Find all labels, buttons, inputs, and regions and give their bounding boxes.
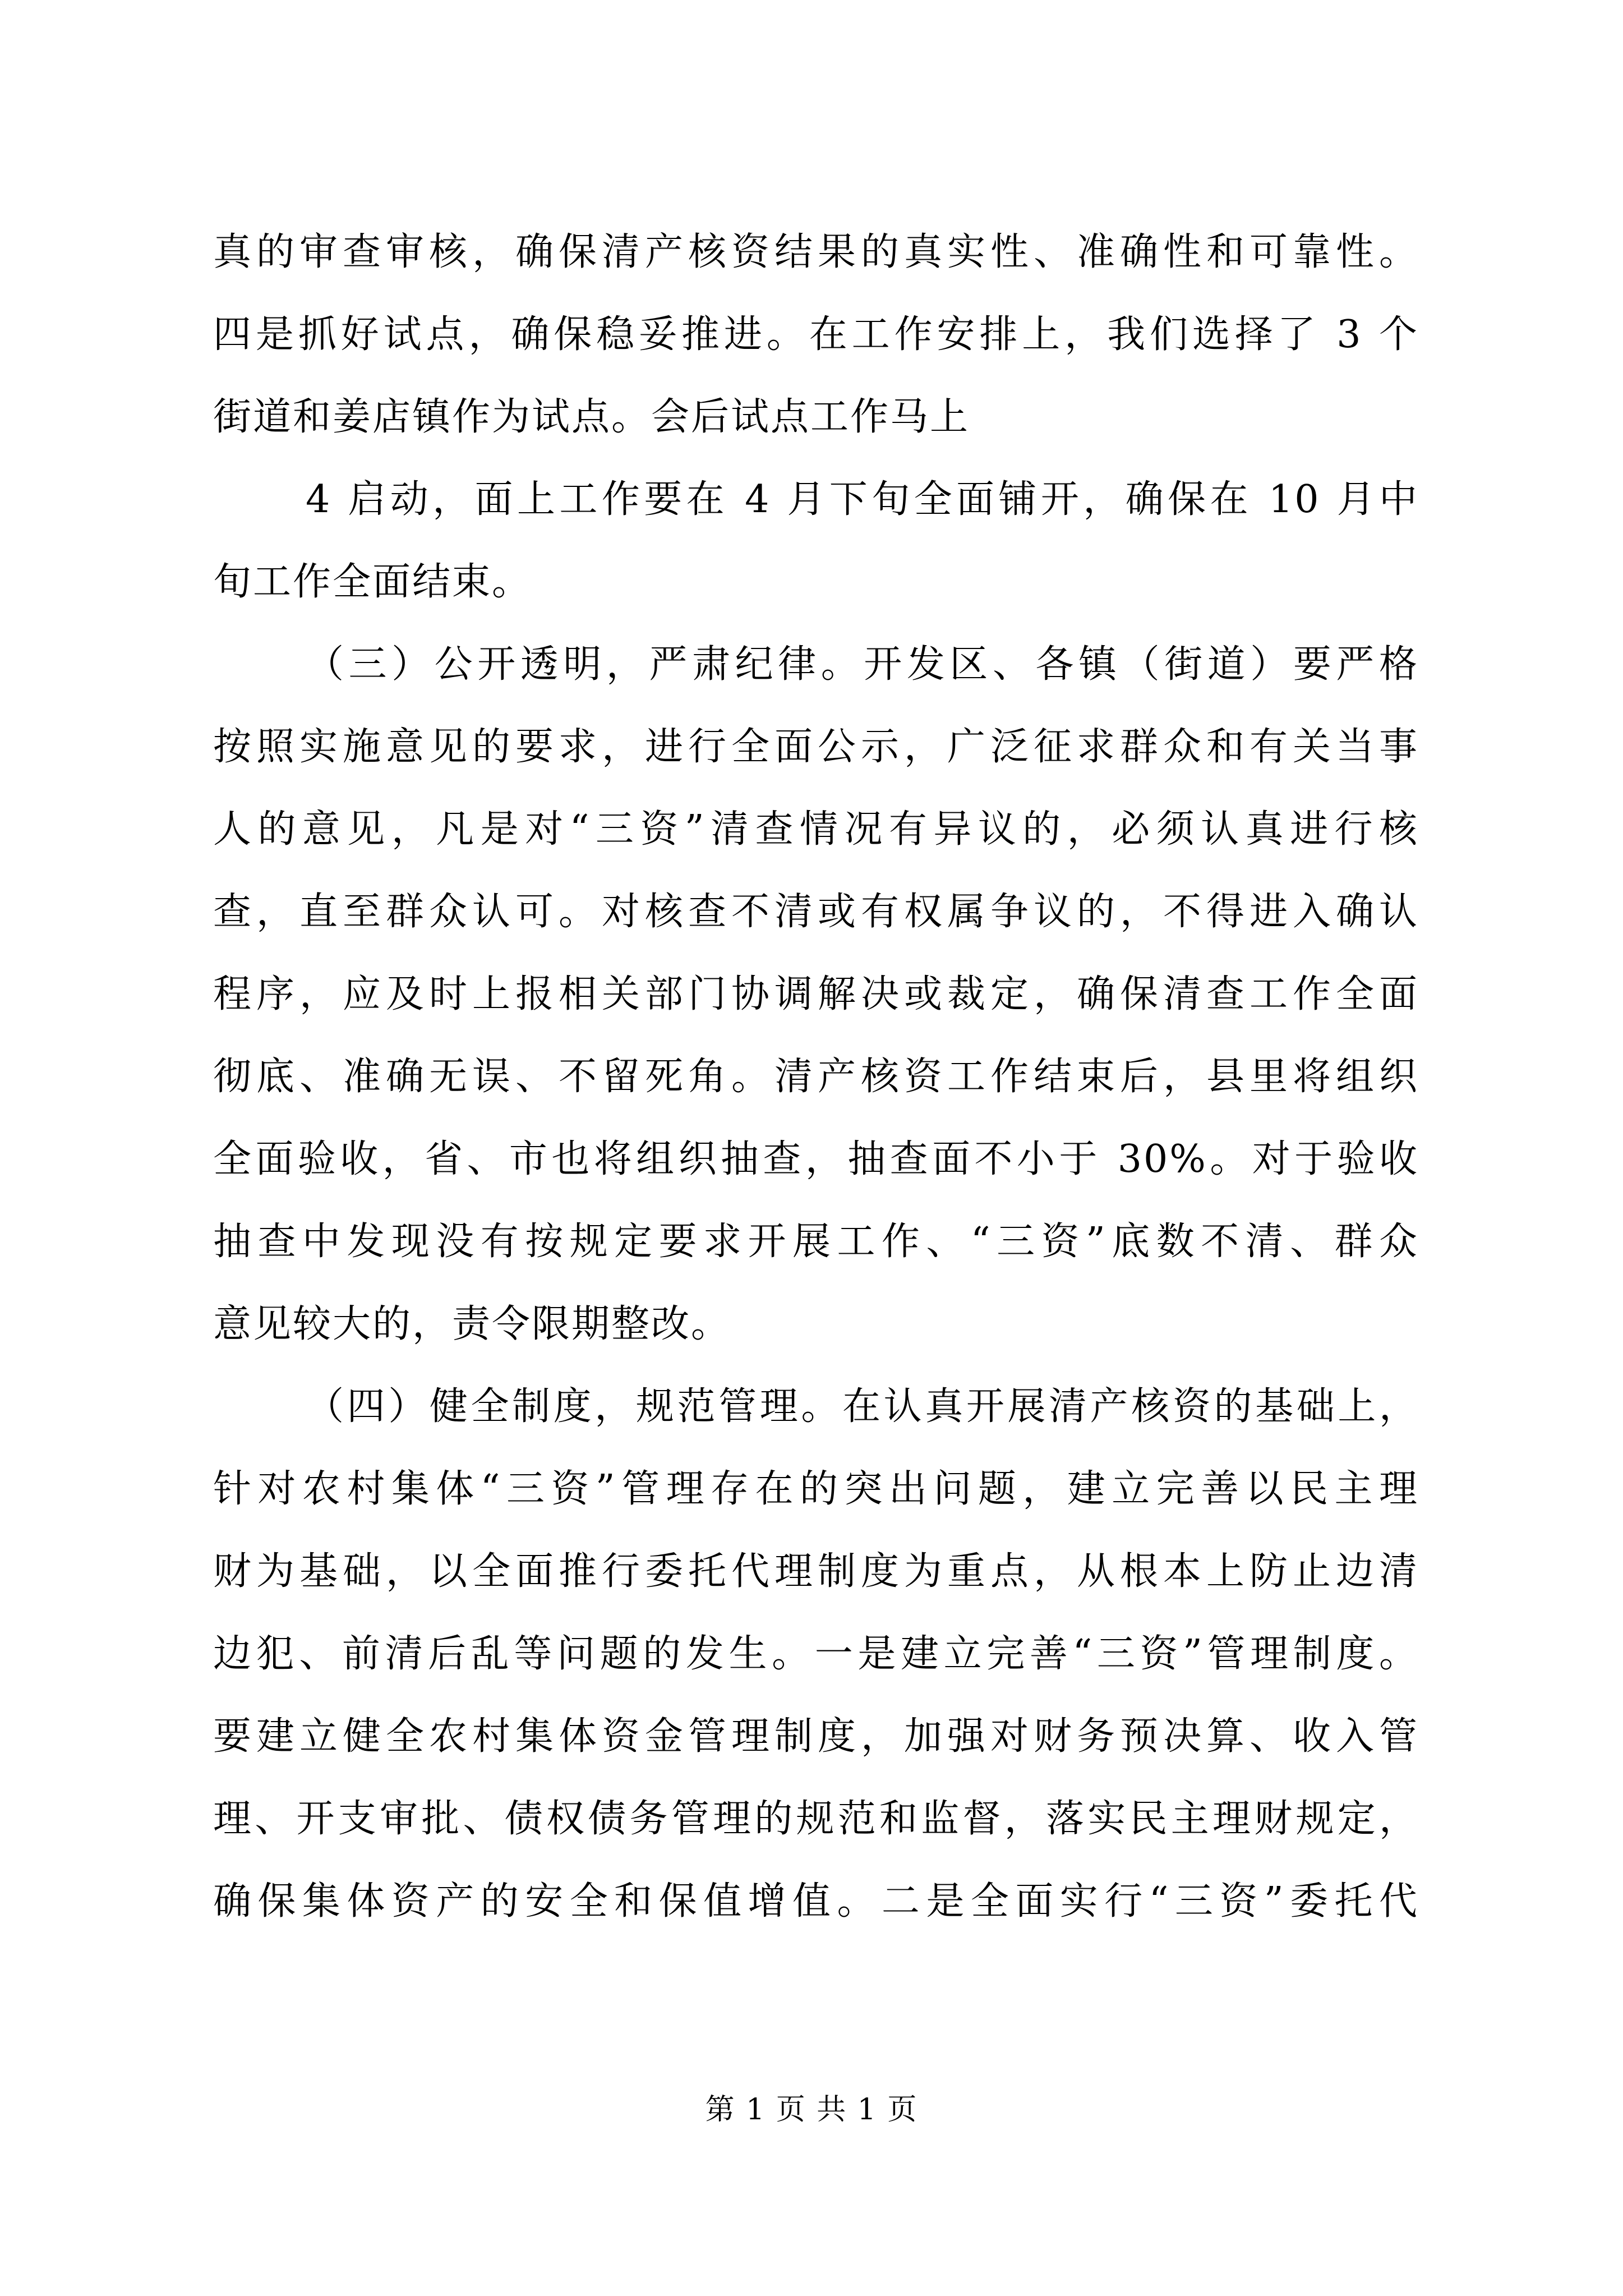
body-line: 街道和姜店镇作为试点。会后试点工作马上	[213, 395, 970, 439]
body-line: 4 启动，面上工作要在 4 月下旬全面铺开，确保在 10 月中	[306, 477, 1419, 522]
body-line: 全面验收，省、市也将组织抽查，抽查面不小于 30%。对于验收	[213, 1137, 1419, 1181]
body-line: 彻底、准确无误、不留死角。清产核资工作结束后，县里将组织	[213, 1055, 1419, 1099]
body-line: 边犯、前清后乱等问题的发生。一是建立完善“三资”管理制度。	[213, 1632, 1419, 1676]
body-line: 要建立健全农村集体资金管理制度，加强对财务预决算、收入管	[213, 1714, 1419, 1759]
body-line: 查，直至群众认可。对核查不清或有权属争议的，不得进入确认	[213, 890, 1419, 934]
page-footer	[0, 2090, 1623, 2129]
body-line: 人的意见，凡是对“三资”清查情况有异议的，必须认真进行核	[213, 807, 1419, 852]
body-line: 理、开支审批、债权债务管理的规范和监督，落实民主理财规定，	[213, 1797, 1419, 1841]
body-line: （四）健全制度，规范管理。在认真开展清产核资的基础上，	[306, 1384, 1419, 1429]
page-number-label: 第 1 页 共 1 页	[705, 2093, 918, 2127]
body-line: 财为基础，以全面推行委托代理制度为重点，从根本上防止边清	[213, 1549, 1419, 1594]
body-line: 确保集体资产的安全和保值增值。二是全面实行“三资”委托代	[213, 1879, 1419, 1924]
body-line: 抽查中发现没有按规定要求开展工作、“三资”底数不清、群众	[213, 1220, 1419, 1264]
body-line: 针对农村集体“三资”管理存在的突出问题，建立完善以民主理	[213, 1467, 1419, 1511]
body-line: 旬工作全面结束。	[213, 560, 532, 604]
body-line: 按照实施意见的要求，进行全面公示，广泛征求群众和有关当事	[213, 725, 1419, 769]
body-line: 意见较大的，责令限期整改。	[213, 1302, 731, 1346]
body-line: 程序，应及时上报相关部门协调解决或裁定，确保清查工作全面	[213, 972, 1419, 1016]
body-line: 四是抓好试点，确保稳妥推进。在工作安排上，我们选择了 3 个	[213, 312, 1419, 357]
body-line: （三）公开透明，严肃纪律。开发区、各镇（街道）要严格	[306, 642, 1419, 687]
body-line: 真的审查审核，确保清产核资结果的真实性、准确性和可靠性。	[213, 230, 1419, 274]
